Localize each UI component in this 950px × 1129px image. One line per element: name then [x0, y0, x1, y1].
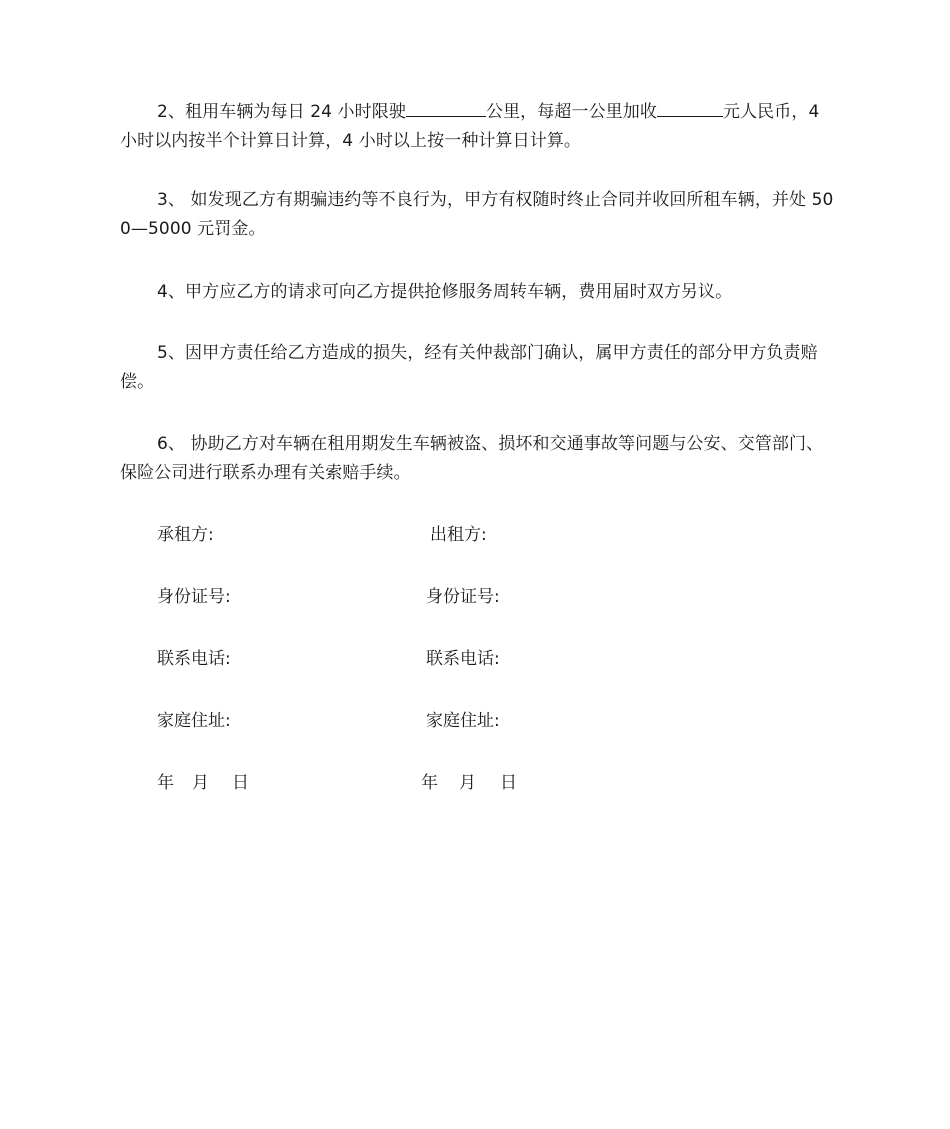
clause-6: 6、 协助乙方对车辆在租用期发生车辆被盗、损坏和交通事故等问题与公安、交管部门、保险公司进行联系办理有关索赔手续。: [120, 434, 824, 483]
lessee-date-year: 年: [157, 773, 174, 793]
lessor-id-number-label: 身份证号:: [426, 587, 500, 607]
clause-5: 5、因甲方责任给乙方造成的损失，经有关仲裁部门确认，属甲方责任的部分甲方负责赔偿。: [120, 343, 818, 392]
mileage-limit-blank: [406, 96, 486, 117]
lessor-date-year: 年: [421, 773, 438, 793]
clause-2: [120, 96, 836, 156]
clause-4: 4、甲方应乙方的请求可向乙方提供抢修服务周转车辆，费用届时双方另议。: [157, 282, 733, 302]
lessor-label: 出租方:: [430, 525, 487, 545]
lessee-date-day: 日: [232, 773, 249, 793]
clause-3: 3、 如发现乙方有期骗违约等不良行为，甲方有权随时终止合同并收回所租车辆，并处 500—5000 元罚金。: [120, 190, 834, 239]
lessee-id-number-label: 身份证号:: [157, 587, 231, 607]
lessor-date-day: 日: [500, 773, 517, 793]
clause-2-text-end: 元人民币，4 小时以内按半个计算日计算，4 小时以上按一种计算日计算。: [120, 102, 820, 151]
lessor-address-label: 家庭住址:: [426, 711, 500, 731]
extra-fee-blank: [657, 96, 723, 117]
lessor-phone-label: 联系电话:: [426, 649, 500, 669]
lessee-address-label: 家庭住址:: [157, 711, 231, 731]
clause-2-text-start: 2、租用车辆为每日 24 小时限驶: [157, 102, 406, 122]
lessor-date-month: 月: [459, 773, 476, 793]
lessee-label: 承租方:: [157, 525, 214, 545]
clause-2-text-middle: 公里，每超一公里加收: [485, 102, 657, 122]
lessee-phone-label: 联系电话:: [157, 649, 231, 669]
lessee-date-month: 月: [192, 773, 209, 793]
